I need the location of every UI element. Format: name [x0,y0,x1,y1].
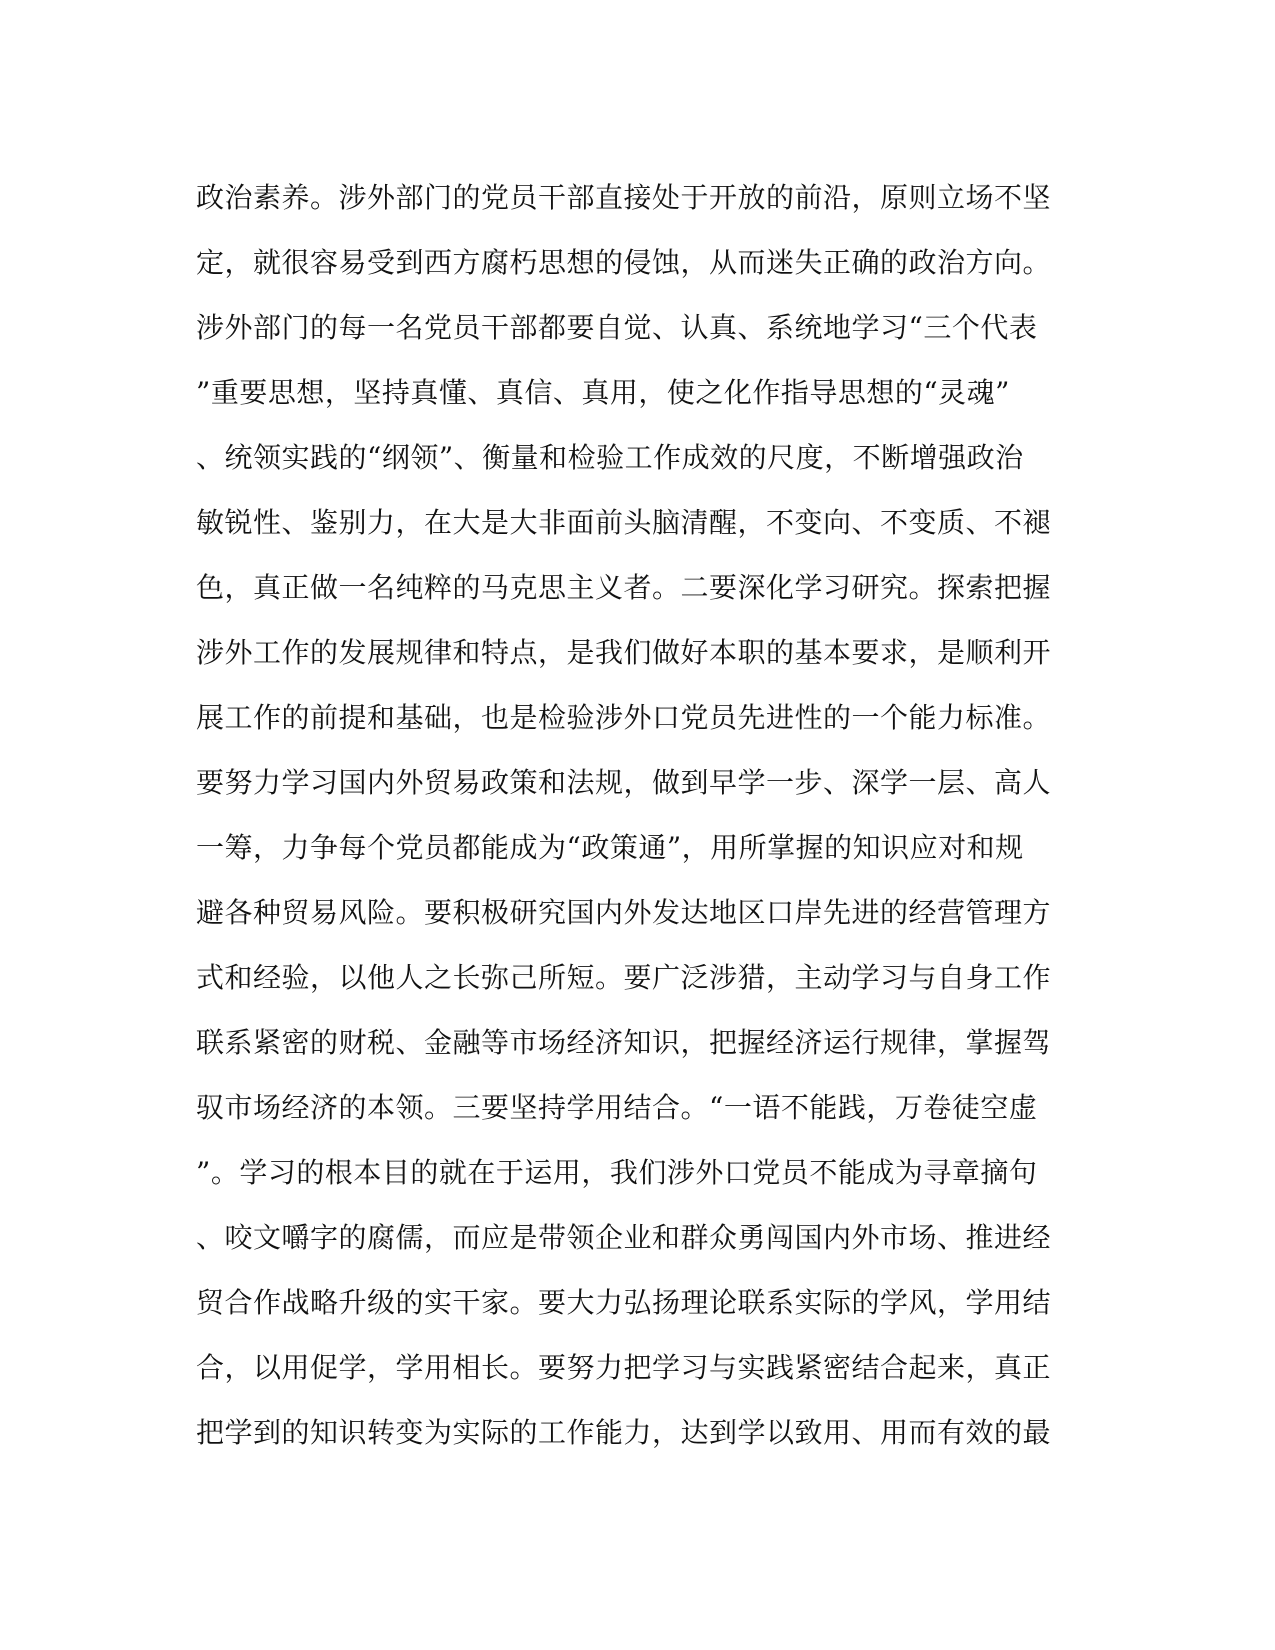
text-line: 联系紧密的财税、金融等市场经济知识，把握经济运行规律，掌握驾 [196,1026,1052,1059]
text-line: 一筹，力争每个党员都能成为“政策通”，用所掌握的知识应对和规 [196,831,1024,864]
text-line: 避各种贸易风险。要积极研究国内外发达地区口岸先进的经营管理方 [196,896,1052,929]
text-line: 合，以用促学，学用相长。要努力把学习与实践紧密结合起来，真正 [196,1351,1052,1384]
text-line: 涉外部门的每一名党员干部都要自觉、认真、系统地学习“三个代表 [196,311,1038,344]
text-line: ”。学习的根本目的就在于运用，我们涉外口党员不能成为寻章摘句 [196,1156,1038,1189]
text-line: 政治素养。涉外部门的党员干部直接处于开放的前沿，原则立场不坚 [196,181,1052,214]
text-line: 要努力学习国内外贸易政策和法规，做到早学一步、深学一层、高人 [196,766,1052,799]
text-line: 驭市场经济的本领。三要坚持学用结合。“一语不能践，万卷徒空虚 [196,1091,1038,1124]
text-line: 色，真正做一名纯粹的马克思主义者。二要深化学习研究。探索把握 [196,571,1052,604]
text-line: 涉外工作的发展规律和特点，是我们做好本职的基本要求，是顺利开 [196,636,1052,669]
body-text [196,165,1076,1465]
text-line: 定，就很容易受到西方腐朽思想的侵蚀，从而迷失正确的政治方向。 [196,246,1052,279]
text-line: 敏锐性、鉴别力，在大是大非面前头脑清醒，不变向、不变质、不褪 [196,506,1052,539]
text-line: 把学到的知识转变为实际的工作能力，达到学以致用、用而有效的最 [196,1416,1052,1449]
text-line: 式和经验，以他人之长弥己所短。要广泛涉猎，主动学习与自身工作 [196,961,1052,994]
text-line: 贸合作战略升级的实干家。要大力弘扬理论联系实际的学风，学用结 [196,1286,1052,1319]
text-line: 、统领实践的“纲领”、衡量和检验工作成效的尺度，不断增强政治 [196,441,1024,474]
text-line: 、咬文嚼字的腐儒，而应是带领企业和群众勇闯国内外市场、推进经 [196,1221,1052,1254]
text-line: ”重要思想，坚持真懂、真信、真用，使之化作指导思想的“灵魂” [196,376,1010,409]
text-line: 展工作的前提和基础，也是检验涉外口党员先进性的一个能力标准。 [196,701,1052,734]
